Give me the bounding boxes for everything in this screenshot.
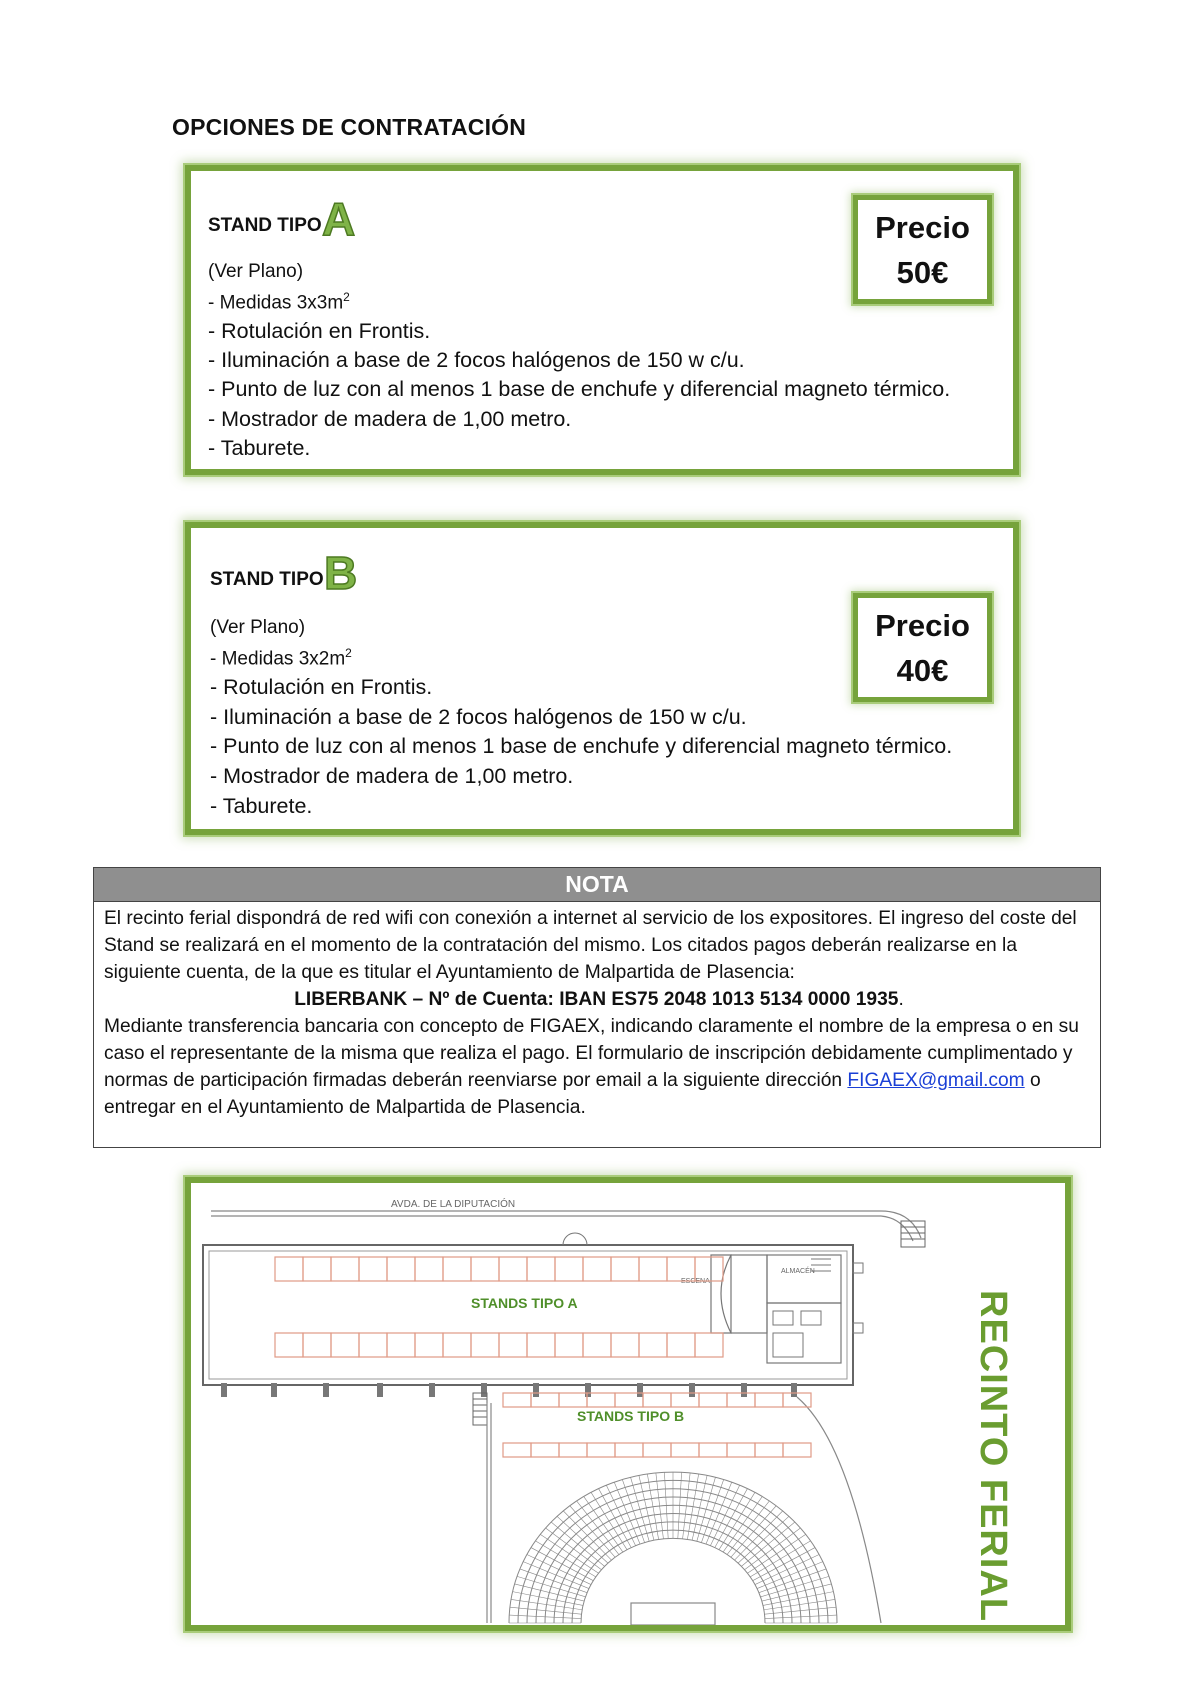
note-paragraph-2: Mediante transferencia bancaria con concepto de FIGAEX, indicando claramente el nombre de la empresa o en su caso el representante de la misma que realiza el pago. El formulario de inscripción debidamente cumplimentado y normas de participación firmadas deberán reenviarse por email a la siguiente dirección FIGAEX@gmail.com o entregar en el Ayuntamiento de Malpartida de Plasencia. bbox=[104, 1016, 1079, 1118]
stand-b-price-label: Precio bbox=[875, 608, 970, 643]
stand-cell bbox=[639, 1257, 667, 1281]
escena-label: ESCENA bbox=[681, 1278, 710, 1285]
stand-cell bbox=[275, 1333, 303, 1357]
stand-a-item-1: - Rotulación en Frontis. bbox=[208, 319, 431, 343]
stand-cell bbox=[331, 1333, 359, 1357]
stand-cell bbox=[531, 1443, 559, 1457]
email-link[interactable]: FIGAEX@gmail.com bbox=[847, 1070, 1025, 1091]
stand-a-letter: A bbox=[322, 193, 356, 245]
stand-b-item-5: - Taburete. bbox=[210, 794, 313, 818]
stand-cell bbox=[643, 1393, 671, 1407]
map-card bbox=[185, 1177, 1071, 1631]
stand-cell bbox=[303, 1333, 331, 1357]
stand-cell bbox=[615, 1443, 643, 1457]
stand-cell bbox=[303, 1257, 331, 1281]
stand-cell bbox=[583, 1333, 611, 1357]
seating-divider bbox=[759, 1569, 826, 1593]
seating-divider bbox=[697, 1477, 716, 1541]
seating-divider bbox=[622, 1480, 644, 1543]
stand-cell bbox=[415, 1257, 443, 1281]
stand-cell bbox=[783, 1443, 811, 1457]
stand-cell bbox=[583, 1257, 611, 1281]
seating-divider bbox=[614, 1482, 640, 1544]
seating-divider bbox=[631, 1477, 650, 1541]
stands-a-label: STANDS TIPO A bbox=[471, 1295, 578, 1311]
stand-cell bbox=[359, 1257, 387, 1281]
stand-b-item-3: - Punto de luz con al menos 1 base de enchufe y diferencial magneto térmico. bbox=[210, 734, 953, 758]
stand-cell bbox=[471, 1257, 499, 1281]
stand-cell bbox=[387, 1333, 415, 1357]
stand-cell bbox=[527, 1333, 555, 1357]
seating-ring bbox=[572, 1530, 774, 1623]
stand-cell bbox=[499, 1333, 527, 1357]
stand-cell bbox=[275, 1257, 303, 1281]
stand-b-medidas: - Medidas $3x2m^2$ bbox=[210, 646, 352, 670]
stand-b-item-2: - Iluminación a base de 2 focos halógenos de 150 w c/u. bbox=[210, 705, 747, 729]
stand-a-medidas: - Medidas $3x3m^2$ bbox=[208, 290, 350, 314]
stand-a-price-label: Precio bbox=[875, 210, 970, 245]
stand-a-plano: (Ver Plano) bbox=[208, 261, 304, 282]
stand-cell bbox=[559, 1393, 587, 1407]
stand-cell bbox=[359, 1333, 387, 1357]
stand-cell bbox=[611, 1333, 639, 1357]
stand-cell bbox=[727, 1443, 755, 1457]
seating-divider bbox=[715, 1489, 748, 1548]
page-heading: OPCIONES DE CONTRATACIÓN bbox=[172, 114, 527, 140]
stand-cell bbox=[527, 1257, 555, 1281]
stand-cell bbox=[471, 1333, 499, 1357]
seating-divider bbox=[706, 1482, 732, 1544]
seating-divider bbox=[520, 1569, 587, 1593]
stand-cell bbox=[503, 1393, 531, 1407]
seating-divider bbox=[639, 1475, 654, 1540]
note-body bbox=[104, 905, 1094, 1121]
seating-divider bbox=[738, 1516, 789, 1563]
note-title: NOTA bbox=[94, 868, 1100, 902]
stand-cell bbox=[755, 1393, 783, 1407]
stand-cell bbox=[667, 1333, 695, 1357]
stand-b-item-4: - Mostrador de madera de 1,00 metro. bbox=[210, 764, 574, 788]
almacen-label: ALMACÉN bbox=[781, 1268, 815, 1275]
stand-cell bbox=[695, 1333, 723, 1357]
stand-a-item-2: - Iluminación a base de 2 focos halógenos de 150 w c/u. bbox=[208, 348, 745, 372]
stand-cell bbox=[643, 1443, 671, 1457]
stands-b-top-row bbox=[503, 1393, 811, 1407]
stand-cell bbox=[755, 1443, 783, 1457]
stands-b-bottom-row bbox=[503, 1443, 811, 1457]
stand-cell bbox=[587, 1393, 615, 1407]
stand-b-item-1: - Rotulación en Frontis. bbox=[210, 675, 433, 699]
seating-divider bbox=[755, 1555, 819, 1585]
stand-cell bbox=[503, 1443, 531, 1457]
bullring-seating bbox=[509, 1472, 837, 1623]
stand-a-item-3: - Punto de luz con al menos 1 base de enchufe y diferencial magneto térmico. bbox=[208, 377, 951, 401]
stand-cell bbox=[443, 1257, 471, 1281]
stand-cell bbox=[415, 1333, 443, 1357]
stand-cell bbox=[611, 1257, 639, 1281]
stand-b-price-value: 40€ bbox=[896, 653, 949, 688]
seating-divider bbox=[557, 1516, 608, 1563]
recinto-ferial-title: RECINTO FERIAL bbox=[972, 1290, 1014, 1623]
pavilion-outline bbox=[203, 1245, 853, 1385]
stand-cell bbox=[499, 1257, 527, 1281]
seating-divider bbox=[701, 1480, 723, 1543]
stand-cell bbox=[699, 1393, 727, 1407]
stand-a-card bbox=[185, 165, 1019, 475]
seating-divider bbox=[760, 1576, 828, 1596]
stands-b-label: STANDS TIPO B bbox=[577, 1408, 685, 1424]
stand-b-title: STAND TIPO bbox=[210, 569, 324, 590]
stand-cell bbox=[671, 1443, 699, 1457]
stand-cell bbox=[443, 1333, 471, 1357]
seating-divider bbox=[527, 1555, 591, 1585]
note-box bbox=[93, 867, 1101, 1148]
stand-cell bbox=[555, 1333, 583, 1357]
stand-b-plano: (Ver Plano) bbox=[210, 617, 306, 638]
stands-a-top-row bbox=[275, 1257, 723, 1281]
stand-a-title: STAND TIPO bbox=[208, 215, 322, 236]
stand-a-item-4: - Mostrador de madera de 1,00 metro. bbox=[208, 407, 572, 431]
stand-b-card bbox=[185, 522, 1019, 835]
note-paragraph-1: El recinto ferial dispondrá de red wifi con conexión a internet al servicio de los expositores. El ingreso del coste del Stand se realizará en el momento de la contratación del mismo. Los citados pagos deberán realizarse en la siguiente cuenta, de la que es titular el Ayuntamiento de Malpartida de Plasencia: bbox=[104, 908, 1077, 983]
stand-b-letter: B bbox=[324, 547, 358, 599]
stands-a-bottom-row bbox=[275, 1333, 723, 1357]
stand-cell bbox=[587, 1443, 615, 1457]
street-name: AVDA. DE LA DIPUTACIÓN bbox=[391, 1199, 516, 1210]
stand-cell bbox=[559, 1443, 587, 1457]
fairground-map bbox=[191, 1183, 1065, 1625]
stand-cell bbox=[699, 1443, 727, 1457]
note-account: LIBERBANK – Nº de Cuenta: IBAN ES75 2048 1013 5134 0000 1935. bbox=[294, 989, 904, 1010]
stand-a-price-value: 50€ bbox=[896, 255, 949, 290]
stand-cell bbox=[331, 1257, 359, 1281]
stand-a-price-box bbox=[853, 195, 992, 304]
stand-cell bbox=[639, 1333, 667, 1357]
left-stairs-icon bbox=[473, 1393, 487, 1425]
stand-cell bbox=[387, 1257, 415, 1281]
stand-b-price-box bbox=[853, 593, 992, 702]
seating-divider bbox=[599, 1489, 632, 1548]
seating-divider bbox=[517, 1576, 585, 1596]
seating-divider bbox=[692, 1475, 707, 1540]
stand-cell bbox=[555, 1257, 583, 1281]
stand-a-item-5: - Taburete. bbox=[208, 436, 311, 460]
